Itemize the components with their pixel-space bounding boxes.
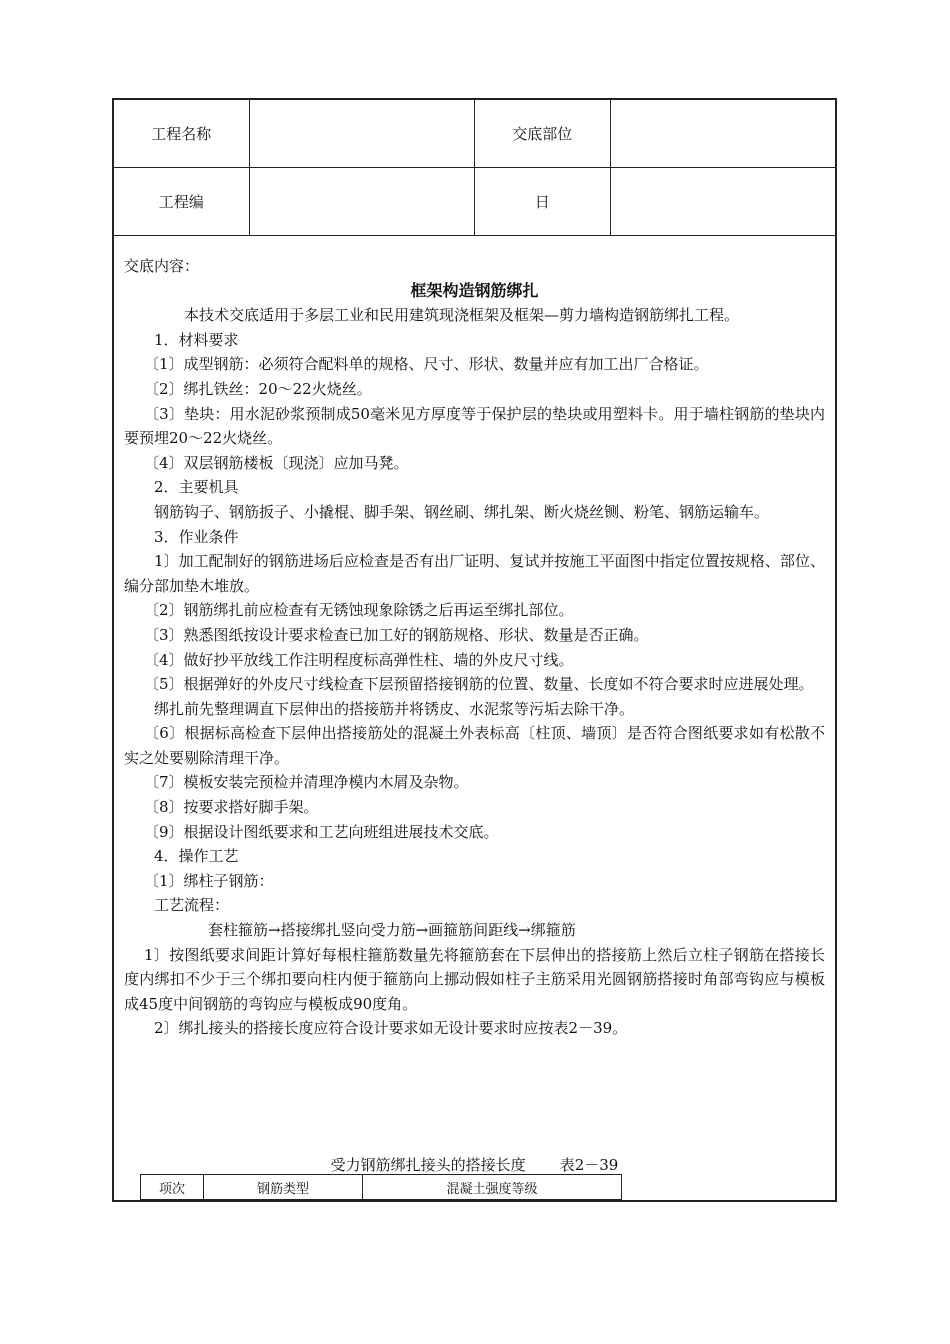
handover-part-value: [611, 100, 835, 167]
section-2-text: 钢筋钩子、钢筋扳子、小撬棍、脚手架、钢丝刷、绑扎架、断火烧丝铡、粉笔、钢筋运输车。: [154, 502, 770, 521]
process-flow: 套柱箍筋→搭接绑扎竖向受力筋→画箍筋间距线→绑箍筋: [208, 921, 576, 940]
section-1-item-4: 〔4〕双层钢筋楼板〔现浇〕应加马凳。: [144, 453, 409, 472]
section-3-item-9: 〔9〕根据设计图纸要求和工艺向班组进展技术交底。: [144, 822, 499, 841]
table-header-item-no: 项次: [141, 1175, 204, 1199]
section-4-paragraph-2: 2〕绑扎接头的搭接长度应符合设计要求如无设计要求时应按表2－39。: [154, 1019, 628, 1038]
date-value: [611, 168, 835, 235]
document-frame: [112, 98, 837, 1202]
section-4-paragraph-1: 1〕按图纸要求间距计算好每根柱箍筋数量先将箍筋套在下层伸出的搭接筋上然后立柱子钢筋在搭接长度内绑扣不少于三个绑扣要向柱内便于箍筋向上挪动假如柱子主筋采用光圆钢筋搭接时角部弯钩应与模板成45度中间钢筋的弯钩应与模板成90度角。: [124, 945, 825, 1013]
header-row-2: [114, 168, 835, 236]
table-header-rebar-type: 钢筋类型: [204, 1175, 363, 1199]
section-3-item-5: 〔5〕根据弹好的外皮尺寸线检查下层预留搭接钢筋的位置、数量、长度如不符合要求时应进展处理。: [144, 675, 814, 694]
section-1-heading: 1．材料要求: [154, 330, 239, 349]
project-name-label: 工程名称: [114, 100, 250, 167]
project-code-label: 工程编: [114, 168, 250, 235]
section-3-item-5b: 绑扎前先整理调直下层伸出的搭接筋并将锈皮、水泥浆等污垢去除干净。: [154, 699, 635, 718]
process-flow-label: 工艺流程：: [154, 896, 230, 915]
header-row-1: [114, 100, 835, 168]
table-caption-text: 受力钢筋绑扎接头的搭接长度: [330, 1156, 526, 1174]
section-2-heading: 2．主要机具: [154, 478, 239, 497]
project-code-value: [250, 168, 475, 235]
date-label: 日: [475, 168, 611, 235]
section-3-item-4: 〔4〕做好抄平放线工作注明程度标高弹性柱、墙的外皮尺寸线。: [144, 650, 574, 669]
section-3-item-2: 〔2〕钢筋绑扎前应检查有无锈蚀现象除锈之后再运至绑扎部位。: [144, 601, 574, 620]
section-1-item-3: 〔3〕垫块：用水泥砂浆预制成50毫米见方厚度等于保护层的垫块或用塑料卡。用于墙柱钢筋的垫块内要预埋20～22火烧丝。: [124, 404, 825, 448]
section-1-item-2: 〔2〕绑扎铁丝：20～22火烧丝。: [144, 379, 372, 398]
section-3-item-6: 〔6〕根据标高检查下层伸出搭接筋处的混凝土外表标高〔柱顶、墙顶〕是否符合图纸要求如有松散不实之处要剔除清理干净。: [124, 724, 825, 767]
section-3-item-7: 〔7〕模板安装完预检并清理净模内木屑及杂物。: [144, 773, 469, 792]
content-label: 交底内容：: [124, 257, 200, 275]
section-3-item-8: 〔8〕按要求搭好脚手架。: [144, 798, 319, 817]
table-caption: [114, 1154, 835, 1175]
section-4-item-1: 〔1〕绑柱子钢筋：: [144, 871, 274, 890]
section-3-item-1: 1〕加工配制好的钢筋进场后应检查是否有出厂证明、复试并按施工平面图中指定位置按规格、部位、编分部加垫木堆放。: [124, 552, 825, 595]
section-3-item-3: 〔3〕熟悉图纸按设计要求检查已加工好的钢筋规格、形状、数量是否正确。: [144, 625, 649, 644]
intro-paragraph: 本技术交底适用于多层工业和民用建筑现浇框架及框架—剪力墙构造钢筋绑扎工程。: [184, 306, 740, 325]
doc-title: 框架构造钢筋绑扎: [410, 280, 539, 300]
handover-part-label: 交底部位: [475, 100, 611, 167]
section-4-heading: 4．操作工艺: [154, 847, 239, 866]
section-3-heading: 3．作业条件: [154, 527, 239, 546]
table-number: 表2－39: [559, 1156, 619, 1174]
section-1-item-1: 〔1〕成型钢筋：必须符合配料单的规格、尺寸、形状、数量并应有加工出厂合格证。: [144, 355, 709, 374]
table-header-concrete-grade: 混凝土强度等级: [446, 1181, 538, 1197]
lap-length-table-header: [140, 1174, 622, 1200]
content-body: [124, 254, 825, 1041]
project-name-value: [250, 100, 475, 167]
